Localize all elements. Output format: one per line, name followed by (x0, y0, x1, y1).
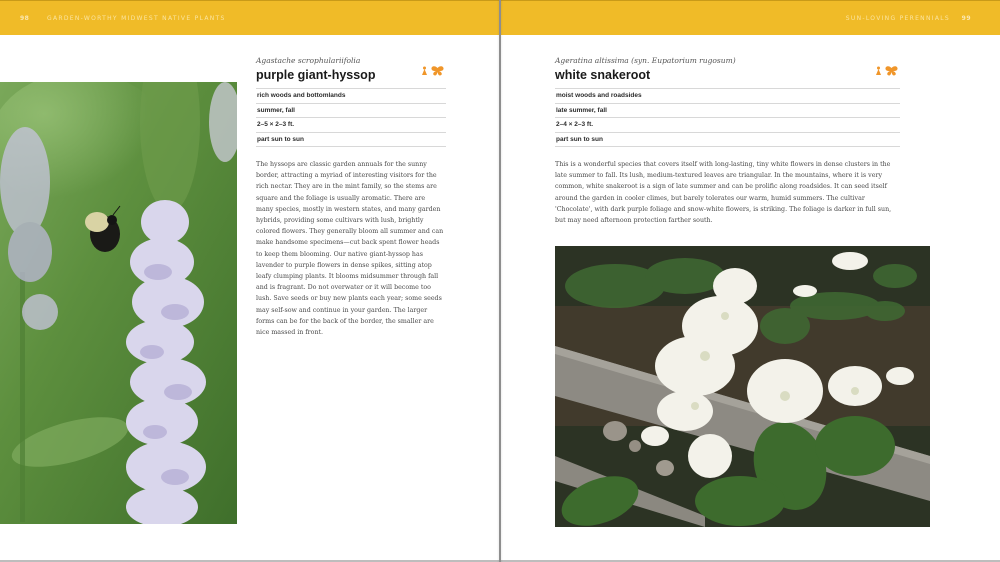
wildlife-icons (875, 66, 898, 76)
fact-habitat: moist woods and roadsides (555, 89, 900, 104)
fact-light: part sun to sun (555, 133, 900, 148)
plant-description: The hyssops are classic garden annuals for the sunny border, attracting a myriad of interesting visitors for the rich nectar. They are in the mint family, so the stems are square and the foliage is usually aromatic. There are many species, mostly in western states, and many garden hybrids, providing some cultivars with lush, brightly colored flowers. They generally bloom all summer and can make handsome specimens—cut back spent flower heads to keep them blooming. Our native giant-hyssop has lavender to purple flowers in dense spikes, sitting atop leafy clumping plants. It blooms midsummer through fall and is fragrant. Do not overwater or it will become too lush. Save seeds or buy new plants each year; some seeds may self-sow and continue in your garden. The larger forms can be for the back of the border, the smaller are nice massed in front. (256, 161, 444, 337)
running-head: SUN-LOVING PERENNIALS (845, 15, 950, 22)
common-name: white snakeroot (555, 68, 651, 82)
common-name: purple giant-hyssop (256, 68, 376, 82)
butterfly-icon (431, 66, 444, 76)
fact-bloom-time: summer, fall (256, 104, 446, 119)
book-spine (499, 0, 501, 562)
bee-icon (875, 66, 882, 76)
bee-icon (421, 66, 428, 76)
right-page-header (500, 0, 1000, 35)
plant-description: This is a wonderful species that covers itself with long-lasting, tiny white flowers in dense clusters in the late summer to fall. Its lush, medium-textured leaves are triangular. In the mountains, where it is very common, white snakeroot is a sign of late summer and can be prolific along roadsides. It can seed itself around the garden in cooler climes, but barely tolerates our warm, humid summers. The cultivar 'Chocolate', with dark purple foliage and snow-white flowers, is striking. The foliage is darker in full sun, but may need afternoon protection farther south. (555, 161, 892, 225)
wildlife-icons (421, 66, 444, 76)
giant-hyssop-photo (0, 82, 237, 524)
left-page-header (0, 0, 500, 35)
plant-entry-white-snakeroot (555, 56, 900, 233)
butterfly-icon (885, 66, 898, 76)
plant-entry-purple-giant-hyssop (256, 56, 446, 345)
fact-light: part sun to sun (256, 133, 446, 148)
white-snakeroot-photo (555, 246, 930, 527)
running-head: GARDEN-WORTHY MIDWEST NATIVE PLANTS (47, 15, 226, 22)
plant-facts (256, 88, 446, 147)
fact-bloom-time: late summer, fall (555, 104, 900, 119)
plant-facts (555, 88, 900, 147)
right-page (500, 0, 1000, 562)
fact-habitat: rich woods and bottomlands (256, 89, 446, 104)
latin-name: Agastache scrophulariifolia (256, 56, 361, 65)
page-number: 99 (961, 15, 971, 22)
latin-name: Ageratina altissima (syn. Eupatorium rugosum) (555, 56, 736, 65)
fact-size: 2–4 × 2–3 ft. (555, 118, 900, 133)
page-number: 98 (20, 15, 30, 22)
fact-size: 2–5 × 2–3 ft. (256, 118, 446, 133)
